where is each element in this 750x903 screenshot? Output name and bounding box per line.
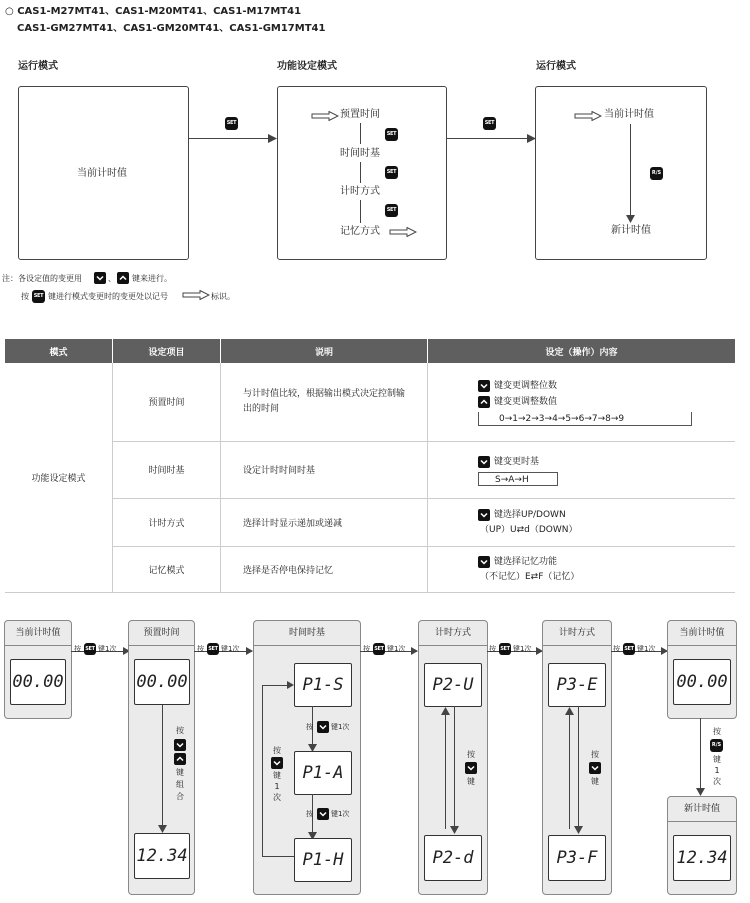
flow-arrow-head (411, 647, 418, 655)
loop-line-bottom (262, 856, 294, 857)
side-char: 键 (176, 768, 184, 777)
arrow-label-suffix: 键1次 (98, 645, 117, 653)
table-row-content (428, 441, 736, 498)
flow-vline (162, 705, 163, 829)
outline-arrow-icon (182, 290, 210, 300)
model-line-2: CAS1-GM27MT41、CAS1-GM20MT41、CAS1-GM17MT41 (17, 23, 326, 34)
up-key-icon (174, 753, 186, 765)
arrow-label-suffix: 键1次 (387, 645, 406, 653)
table-header-content: 设定（操作）内容 (428, 339, 736, 363)
set-key-icon (499, 643, 511, 655)
flow-vline-up (445, 711, 446, 829)
flow-vline-up (569, 711, 570, 829)
flow-panel-memory (542, 620, 612, 895)
content-line: 键变更时基 (494, 456, 540, 467)
flow-vline-down (454, 706, 455, 829)
func-item-memory: 记忆方式 (340, 226, 380, 237)
side-char: 1 (714, 766, 720, 775)
table-row-desc: 与计时值比较，根据输出模式决定控制输出的时间 (221, 363, 428, 441)
set-key-icon (207, 643, 219, 655)
flow-vline-down (578, 706, 579, 829)
flow-arrow-head (696, 788, 705, 796)
lcd-display: P3-F (548, 835, 606, 881)
flow-arrow-head (158, 825, 167, 833)
side-char: 按 (176, 726, 184, 735)
set-key-icon (385, 166, 398, 179)
table-row-item: 计时方式 (113, 498, 221, 546)
box3-vline (630, 124, 631, 219)
step-label-suffix: 键1次 (331, 810, 350, 818)
outline-arrow-icon (389, 227, 417, 237)
content-line: （UP）U⇄d（DOWN） (480, 525, 578, 535)
side-label (710, 726, 724, 787)
func-item-preset: 预置时间 (340, 109, 380, 120)
table-header-item: 设定项目 (113, 339, 221, 363)
flow-panel-count-mode (418, 620, 488, 895)
side-char: 按 (713, 727, 721, 736)
lcd-display: 00.00 (673, 659, 731, 705)
set-key-icon (385, 128, 398, 141)
arrow-label-prefix: 按 (363, 645, 370, 653)
down-key-icon (317, 808, 329, 820)
panel-title: 预置时间 (129, 621, 194, 646)
side-char: 合 (176, 792, 184, 801)
flow-arrow-head (287, 681, 294, 689)
table-mode-cell: 功能设定模式 (5, 363, 113, 592)
func-vline-3 (360, 200, 361, 223)
lcd-display: P3-E (548, 663, 606, 707)
down-key-icon (478, 380, 490, 392)
flow-panel-current-2 (667, 620, 737, 719)
flow-panel-new-time (667, 796, 737, 895)
flow-arrow-head (574, 826, 583, 834)
table-row-content (428, 498, 736, 546)
function-mode-label: 功能设定模式 (277, 61, 337, 72)
sequence-box: S→A→H (478, 472, 558, 486)
current-time-label: 当前计时值 (77, 168, 127, 179)
spec-table (5, 339, 735, 593)
content-line: 键选择UP/DOWN (494, 510, 566, 520)
side-char: 键 (467, 777, 475, 786)
note-2-suffix: 键进行模式变更时的变更处以记号 (48, 292, 168, 301)
step-label-suffix: 键1次 (331, 723, 350, 731)
side-char: 按 (591, 750, 599, 759)
side-char: 键 (273, 771, 281, 780)
func-item-count-mode: 计时方式 (340, 186, 380, 197)
set-key-icon (373, 643, 385, 655)
side-char: 按 (273, 746, 281, 755)
flow-panel-preset (128, 620, 195, 895)
side-char: 次 (273, 793, 281, 802)
panel-title: 时间时基 (254, 621, 360, 646)
flow-arrow-head (565, 707, 574, 715)
side-char: 次 (713, 777, 721, 786)
side-label (464, 749, 478, 787)
arrow-2-line (446, 138, 532, 139)
down-key-icon (465, 762, 477, 774)
run-mode-box (18, 86, 189, 260)
down-key-icon (94, 272, 106, 284)
arrow-label-prefix: 按 (197, 645, 204, 653)
arrow-label-prefix: 按 (613, 645, 620, 653)
set-key-icon (32, 290, 45, 303)
down-key-icon (174, 739, 186, 751)
lcd-display: 12.34 (673, 835, 731, 881)
note-2-prefix: 按 (21, 292, 29, 301)
arrow-label-suffix: 键1次 (221, 645, 240, 653)
content-line: （不记忆）E⇄F（记忆） (480, 572, 580, 582)
run-mode-label: 运行模式 (18, 61, 58, 72)
note-2-end: 标识。 (211, 292, 235, 301)
panel-title: 新计时值 (668, 797, 736, 822)
arrow-label-prefix: 按 (74, 645, 81, 653)
flow-arrow-head (246, 647, 253, 655)
loop-line-top (262, 685, 290, 686)
note-separator: 、 (108, 274, 116, 283)
table-row-item: 时间时基 (113, 441, 221, 498)
set-key-icon (483, 117, 496, 130)
outline-arrow-icon (311, 111, 339, 121)
content-line: 键变更调整数值 (494, 396, 558, 407)
down-key-icon (478, 556, 490, 568)
note-1-prefix: 注：各设定值的变更用 (2, 274, 82, 283)
func-vline-1 (360, 123, 361, 144)
side-char: 键 (591, 777, 599, 786)
box3-current-time: 当前计时值 (604, 109, 654, 120)
outline-arrow-icon (574, 111, 602, 121)
table-row-content (428, 363, 736, 441)
down-key-icon (478, 456, 490, 468)
up-key-icon (117, 272, 129, 284)
table-row-item: 预置时间 (113, 363, 221, 441)
box3-new-time: 新计时值 (611, 225, 651, 236)
lcd-display: 12.34 (134, 833, 190, 879)
panel-title: 当前计时值 (5, 621, 71, 646)
up-key-icon (478, 396, 490, 408)
set-key-icon (225, 117, 238, 130)
lcd-display: P1-H (294, 838, 352, 882)
arrow-label-suffix: 键1次 (513, 645, 532, 653)
side-label (270, 745, 284, 803)
function-mode-box (277, 86, 447, 260)
func-vline-2 (360, 162, 361, 183)
down-key-icon (478, 509, 490, 521)
table-row-item: 记忆模式 (113, 546, 221, 592)
flow-arrow-head (441, 707, 450, 715)
lcd-display: P2-d (424, 835, 482, 881)
panel-title: 当前计时值 (668, 621, 736, 646)
table-header-desc: 说明 (221, 339, 428, 363)
box3-arrow-head (626, 215, 635, 223)
lcd-display: 00.00 (134, 659, 190, 705)
arrow-1-line (188, 138, 274, 139)
flow-arrow-head (450, 826, 459, 834)
content-line: 键选择记忆功能 (494, 557, 558, 567)
content-line: 键变更调整位数 (494, 380, 558, 391)
model-line-1: ○ CAS1-M27MT41、CAS1-M20MT41、CAS1-M17MT41 (5, 6, 302, 17)
set-key-icon (84, 643, 96, 655)
side-label (173, 725, 187, 803)
side-label (588, 749, 602, 787)
sequence-box: 0→1→2→3→4→5→6→7→8→9 (478, 412, 692, 426)
lcd-display: P1-S (294, 663, 352, 707)
step-label-prefix: 按 (306, 810, 313, 818)
arrow-label-prefix: 按 (489, 645, 496, 653)
table-row-desc: 设定计时时间时基 (221, 441, 428, 498)
table-row-content (428, 546, 736, 592)
func-item-timebase: 时间时基 (340, 148, 380, 159)
run-mode-box-2 (535, 86, 707, 260)
flow-vline (700, 718, 701, 792)
table-row-desc: 选择是否停电保持记忆 (221, 546, 428, 592)
panel-title: 计时方式 (543, 621, 611, 646)
set-key-icon (623, 643, 635, 655)
side-char: 组 (176, 780, 184, 789)
loop-line-left (262, 685, 263, 857)
run-mode-label-2: 运行模式 (536, 61, 576, 72)
arrow-1-head (268, 134, 277, 143)
set-key-icon (385, 204, 398, 217)
lcd-display: P1-A (294, 751, 352, 795)
down-key-icon (271, 757, 283, 769)
down-key-icon (317, 721, 329, 733)
panel-title: 计时方式 (419, 621, 487, 646)
rs-key-icon (710, 739, 723, 752)
down-key-icon (589, 762, 601, 774)
side-char: 按 (467, 750, 475, 759)
table-row-desc: 选择计时显示递加或递减 (221, 498, 428, 546)
lcd-display: P2-U (424, 663, 482, 707)
side-char: 键 (713, 755, 721, 764)
side-char: 1 (274, 782, 280, 791)
rs-key-icon (650, 167, 663, 180)
step-label-prefix: 按 (306, 723, 313, 731)
table-header-mode: 模式 (5, 339, 113, 363)
flow-panel-current (4, 620, 72, 719)
lcd-display: 00.00 (10, 659, 66, 705)
flow-panel-timebase (253, 620, 361, 895)
arrow-label-suffix: 键1次 (637, 645, 656, 653)
note-1-suffix: 键来进行。 (132, 274, 172, 283)
